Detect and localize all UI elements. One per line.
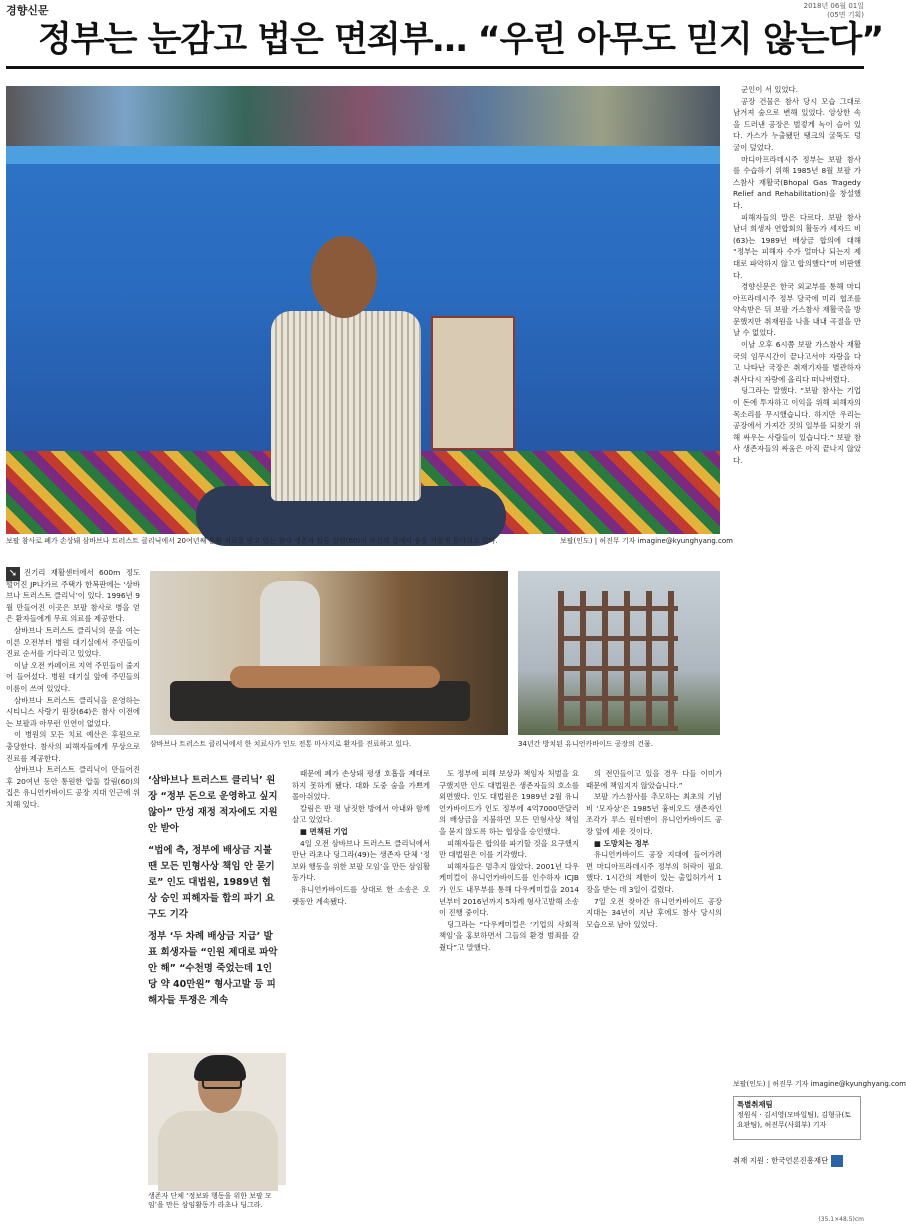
article-para: 유니언카바이드 공장 지대에 들어가려면 마디아프라데시주 정부의 허락이 필요했다. 1시간의 제한이 있는 출입허가서 1장을 받는 데 3일이 걸렸다. [586, 850, 722, 894]
pull-quote: ‘삼바브나 트러스트 클리닉’ 원장 “정부 돈으로 운영하고 싶지 않아” 만성 재정 적자에도 지원 안 받아 [148, 775, 278, 834]
article-para: 도 정부에 피해 보상과 책임자 처벌을 요구했지만 인도 대법원은 생존자들의 호소를 외면했다. 인도 대법원은 1989년 2월 유니언카바이드가 인도 정부에 4억7000만달러의 배상금을 지불하면 모든 민형사상 책임을 묻지 않도록 하는 협상을 승인했다. [439, 769, 579, 836]
activist-body [158, 1111, 278, 1191]
article-para: 삼바브나 트러스트 클리닉이 만들어진 후 20여년 동안 통원한 압둘 칼림(60)의 집은 유니언카바이드 공장 지대 인근에 위치해 있다. [6, 765, 140, 809]
hanging-bag [431, 316, 515, 450]
page-size-note: (35.1×48.5)cm [818, 1216, 864, 1223]
pubdate-line2: (05면 기획) [827, 11, 864, 19]
headline: 정부는 눈감고 법은 면죄부… “우린 아무도 믿지 않는다” [38, 20, 884, 60]
clinic-massage-photo [150, 571, 508, 735]
special-team-members: 정원식 · 김서영(모바일팀), 김형규(토요판팀), 허진무(사회부) 기자 [737, 1111, 851, 1129]
special-team-box [733, 1096, 861, 1140]
article-column-3 [292, 768, 430, 1220]
article-para: 삼바브나 트러스트 클리닉을 운영하는 시티니스 사랑기 원장(64)은 참사 이전에는 보팔과 아무런 인연이 없었다. [6, 695, 140, 728]
article-para: 의 전민들이고 있을 경우 다들 이미가 때문에 책임지지 않았습니다.” [586, 769, 722, 790]
article-subhead: ■ 면책된 기업 [300, 826, 348, 836]
main-photo-caption: 보팔 참사로 폐가 손상돼 삼바브나 트러스트 클리닉에서 20여년째 통원 치료를 받고 있는 참사 생존자 압둘 칼림(60)이 자신의 집에서 숨을 거칠게 몰아쉬고 있다. [6, 537, 498, 545]
rcol-para: 공장 건물은 참사 당시 모습 그대로 남겨져 숲으로 변해 있었다. 앙상한 속을 드러낸 공장은 벌겋게 녹이 슬어 있다. 가스가 누출됐던 탱크의 굴뚝도 덩굴이 덮었다. [733, 96, 861, 152]
factory-tower-photo [518, 571, 720, 735]
right-column-credit: 보팔(인도) | 허진무 기자 imagine@kyunghyang.com [733, 1080, 906, 1088]
rcol-para: 딩그라는 말했다. “보팔 참사는 기업이 돈에 투자하고 이익을 위해 피해자의 목소리를 무시했습니다. 하지만 우리는 공장에서 가져간 것의 일부를 되찾기 위해 싸우는 사람들이 있습니다.” 보팔 참사 생존자들의 싸움은 아직 끝나지 않았다. [733, 386, 861, 465]
continue-arrow-icon: ➘ [6, 567, 20, 581]
article-para: 삼바브나 트러스트 클리닉의 문을 여는 이른 오전부터 병원 대기실에서 주민들이 진료 순서를 기다리고 있었다. [6, 625, 140, 659]
article-para: 이 병원의 모든 치료 예산은 후원으로 충당한다. 참사의 피해자들에게 무상으로 진료를 제공한다. [6, 730, 140, 763]
article-para: 4일 오전 삼바브나 트러스트 클리닉에서 만난 라초나 딩그라(49)는 생존자 단체 ‘정보와 행동을 위한 보팔 모임’을 만든 삼임활동가다. [292, 838, 430, 883]
pull-quote: 정부 ‘두 차례 배상금 지급’ 발표 희생자들 “인원 제대로 파악 안 해” “수천명 죽었는데 1인당 약 40만원” 형사고발 등 피해자들 투쟁은 계속 [148, 931, 278, 1006]
photo4-caption: 생존자 단체 ‘정보와 행동을 위한 보팔 모임’을 만든 삼임활동가 라초나 딩그라. [148, 1192, 272, 1209]
headline-rule [6, 66, 864, 69]
pull-quotes [148, 773, 280, 1015]
man-body [271, 311, 421, 501]
special-team-title: 특별취재팀 [737, 1100, 773, 1109]
foundation-logo-icon [831, 1155, 843, 1167]
article-column-1 [6, 567, 140, 1222]
man-head [311, 236, 377, 318]
article-subhead: ■ 도망치는 정부 [594, 838, 649, 848]
wall-shelf [6, 146, 720, 164]
main-photo-credit: 보팔(인도) | 허진무 기자 imagine@kyunghyang.com [560, 537, 733, 545]
article-para: 진기리 재활센터에서 600m 정도 떨어진 JP나가르 주택가 한복판에는 ‘삼바브나 트러스트 클리닉’이 있다. 1996년 9월 만들어진 이곳은 보팔 참사로 병을 얻은 환자들에게 무료 의료를 제공한다. [6, 568, 140, 624]
activist-portrait-photo [148, 1053, 286, 1185]
rcol-para: 군인이 서 있었다. [741, 85, 799, 94]
article-para: 피해자들은 멈추지 않았다. 2001년 다우케미컬이 유니언카바이드를 인수하자 ICJB가 인도 내무부를 통해 다우케미컬을 2014년부터 2016년까지 5차례 형사고발해 소송이 진행 중이다. [439, 861, 579, 918]
rcol-para: 피해자들의 말은 다르다. 보팔 참사 남녀 희생자 연합회의 활동가 세자드 비(63)는 1989년 배상금 합의에 대해 “정부는 피해자 수가 얼마나 되는지 제대로 파악하지 않고 합의했다”며 비판했다. [733, 212, 861, 280]
article-para: 피해자들은 합의를 파기할 것을 요구했지만 대법원은 이를 기각했다. [439, 838, 579, 860]
right-column [733, 84, 906, 1089]
main-photo [6, 86, 720, 534]
support-credit [733, 1155, 861, 1167]
photo3-caption: 34년간 방치된 유니언카바이드 공장의 건물. [518, 740, 653, 748]
article-para: 칼림은 반 평 남짓한 방에서 아내와 함께 살고 있었다. [292, 803, 430, 825]
rcol-para: 이날 오후 6시쯤 보팔 가스참사 재활국의 임무시간이 끝나고서야 자랑을 다고 나타난 국장은 취재기자를 별관하자 취사다시 자랑에 올리다 떠나버렸다. [733, 340, 861, 384]
shelf-bottles [6, 86, 720, 146]
masthead: 경향신문 [6, 4, 49, 17]
pubdate-line1: 2018년 06월 01일 [803, 2, 864, 10]
article-para: 7일 오전 찾아간 유니언카바이드 공장 지대는 34년이 지난 후에도 참사 당시의 모습으로 남아 있었다. [586, 896, 722, 929]
patient-figure [230, 666, 440, 688]
article-para: 때문에 폐가 손상돼 평생 호흡을 제대로 하지 못하게 됐다. 대화 도중 숨을 가쁘게 몰아쉬었다. [292, 769, 430, 802]
glasses-icon [202, 1077, 242, 1089]
photo2-caption: 삼바브나 트러스트 클리닉에서 한 치료사가 인도 전통 마사지로 환자를 진료하고 있다. [150, 740, 412, 748]
article-para: 유니언카바이드를 상대로 한 소송은 오랫동안 계속됐다. [292, 884, 430, 906]
article-column-5 [586, 768, 722, 1220]
rcol-para: 마디아프라데시주 정부는 보팔 참사를 수습하기 위해 1985년 8월 보팔 가스참사 재활국(Bhopal Gas Tragedy Relief and Rehabilitation)을 창설했다. [733, 154, 861, 210]
factory-tower [558, 591, 678, 731]
rcol-para: 경향신문은 한국 외교부를 통해 마디아프라데시주 정부 당국에 미리 협조를 약속받은 뒤 보팔 가스참사 재활국을 방문했지만 취재원을 나흘 내내 곡절을 만날 수 없었다. [733, 282, 861, 338]
support-line: 취재 지원 : 한국언론진흥재단 [733, 1156, 829, 1165]
pull-quote: “법에 측, 정부에 배상금 지불 땐 모든 민형사상 책임 안 묻기로” 인도 대법원, 1989년 협상 승인 피해자들 합의 파기 요구도 기각 [148, 845, 275, 920]
article-para: 딩그라는 “다우케미컬은 ‘기업의 사회적 책임’을 홍보하면서 그들의 환경 범죄를 감췄다”고 말했다. [439, 919, 579, 952]
article-para: 이날 오전 카페이르 지역 주민들이 줄지어 들어섰다. 병원 대기실 앞에 주민들의 이름이 쓰여 있었다. [6, 660, 140, 693]
article-column-4 [439, 768, 579, 1220]
article-para: 보팔 가스참사를 추모하는 최초의 기념비 ‘모자상’은 1985년 흉비오드 생존자인 조각가 루스 원터맨이 유니언카바이드 공장 앞에 세운 것이다. [586, 792, 722, 836]
